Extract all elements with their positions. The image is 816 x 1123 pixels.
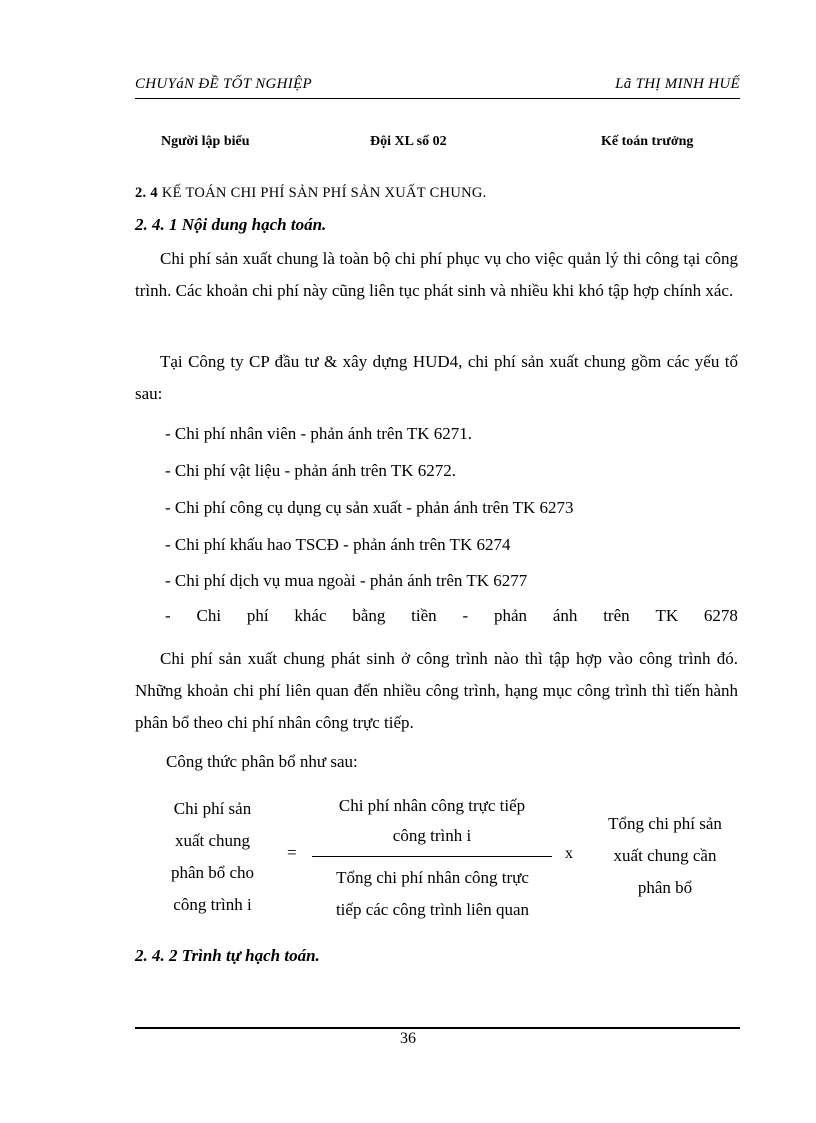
paragraph-2-text: Tại Công ty CP đầu tư & xây dựng HUD4, chi phí sản xuất chung gồm các yếu tố sau: bbox=[135, 352, 738, 403]
list-word: - bbox=[462, 606, 469, 625]
formula-text: Chi phí nhân công trực tiếp bbox=[338, 796, 526, 815]
formula-text: công trình i bbox=[392, 826, 472, 845]
list-word: 6278 bbox=[703, 606, 738, 625]
list-word: Chi bbox=[196, 606, 222, 625]
page-number: 36 bbox=[400, 1030, 416, 1047]
list-word: phí bbox=[246, 606, 269, 625]
section-heading bbox=[135, 185, 487, 202]
formula-left-term bbox=[150, 793, 275, 921]
paragraph-1-text: Chi phí sản xuất chung là toàn bộ chi phí phục vụ cho việc quản lý thi công tại công trình. Các khoản chi phí này cũng liên tục phát sinh và nhiều khi khó tập hợp chính xác. bbox=[135, 249, 738, 300]
subsection-heading-2: 2. 4. 2 Trình tự hạch toán. bbox=[135, 946, 320, 965]
list-word: trên bbox=[603, 606, 630, 625]
list-word: TK bbox=[655, 606, 679, 625]
paragraph-2 bbox=[135, 346, 738, 410]
formula-text: phân bổ bbox=[637, 878, 693, 897]
formula-text: công trình i bbox=[173, 895, 252, 914]
list-word: khác bbox=[294, 606, 327, 625]
header-right-text: Lã THỊ MINH HUẾ bbox=[615, 76, 740, 92]
section-number: 2. 4 bbox=[135, 185, 158, 201]
list-word: bằng bbox=[352, 606, 386, 625]
list-item-last bbox=[165, 606, 738, 626]
formula-numerator bbox=[312, 791, 552, 851]
formula-text: xuất chung bbox=[174, 831, 251, 850]
formula-text: Chi phí sản bbox=[173, 799, 252, 818]
list-item: - Chi phí công cụ dụng cụ sản xuất - phản ánh trên TK 6273 bbox=[165, 498, 574, 517]
page-header bbox=[135, 76, 740, 99]
list-item: - Chi phí dịch vụ mua ngoài - phản ánh trên TK 6277 bbox=[165, 571, 528, 590]
formula-denominator bbox=[305, 862, 560, 926]
formula-text: phân bổ cho bbox=[170, 863, 255, 882]
signature-chief-accountant: Kế toán trưởng bbox=[601, 134, 694, 149]
section-title: KẾ TOÁN CHI PHÍ SẢN PHÍ SẢN XUẤT CHUNG. bbox=[161, 185, 487, 201]
formula-text: Tổng chi phí nhân công trực bbox=[336, 868, 529, 887]
signature-team: Đội XL số 02 bbox=[370, 134, 447, 149]
formula-text: Tổng chi phí sản bbox=[608, 814, 722, 833]
list-word: phản bbox=[493, 606, 528, 625]
formula-text: xuất chung cần bbox=[613, 846, 717, 865]
subsection-heading-1: 2. 4. 1 Nội dung hạch toán. bbox=[135, 215, 327, 234]
formula-equals-sign: = bbox=[287, 843, 297, 862]
list-item: - Chi phí nhân viên - phản ánh trên TK 6271. bbox=[165, 424, 473, 443]
signature-preparer: Người lập biểu bbox=[161, 134, 250, 149]
formula-right-term bbox=[590, 808, 740, 904]
formula-intro: Công thức phân bổ như sau: bbox=[166, 752, 358, 771]
paragraph-1 bbox=[135, 243, 738, 307]
footer-divider bbox=[135, 1027, 740, 1029]
paragraph-3-text: Chi phí sản xuất chung phát sinh ở công trình nào thì tập hợp vào công trình đó. Những khoản chi phí liên quan đến nhiều công trình, hạng mục công trình thì tiến hành phân bổ theo chi phí nhân công trực tiếp. bbox=[135, 649, 738, 732]
list-word: ánh bbox=[552, 606, 578, 625]
formula-times-sign: x bbox=[565, 845, 573, 862]
list-word: - bbox=[165, 606, 171, 625]
list-item: - Chi phí vật liệu - phản ánh trên TK 6272. bbox=[165, 461, 456, 480]
paragraph-3 bbox=[135, 643, 738, 739]
formula-text: tiếp các công trình liên quan bbox=[335, 900, 530, 919]
list-item: - Chi phí khấu hao TSCĐ - phản ánh trên TK 6274 bbox=[165, 535, 511, 554]
header-left-text: CHUYáN ĐỀ TỐT NGHIỆP bbox=[135, 76, 312, 92]
list-word: tiền bbox=[411, 606, 437, 625]
fraction-bar bbox=[312, 856, 552, 857]
